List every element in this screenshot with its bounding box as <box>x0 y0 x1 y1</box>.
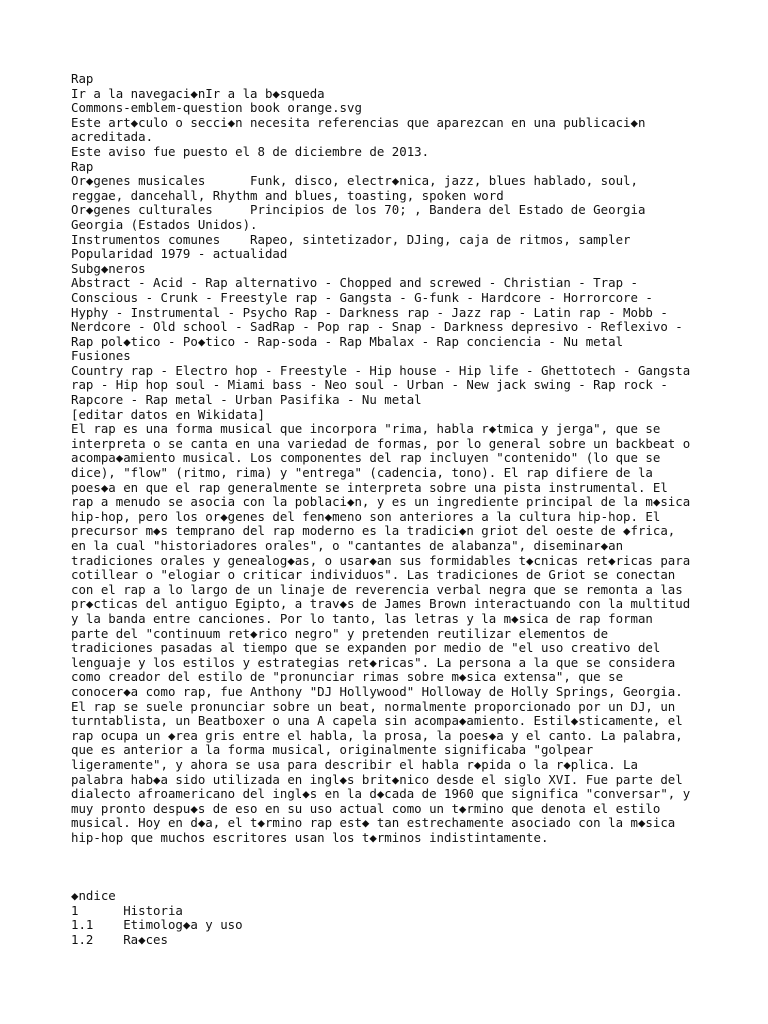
image-filename: Commons-emblem-question book orange.svg <box>71 100 362 116</box>
paragraph-line: rap ocupa un ◆rea gris entre el habla, la prosa, la poes◆a y el canto. La palabra, <box>71 727 683 743</box>
subgenre-line: Nerdcore - Old school - SadRap - Pop rap - Snap - Darkness depresivo - Reflexivo - <box>71 319 683 335</box>
infobox-row: Popularidad 1979 - actualidad <box>71 246 288 262</box>
infobox-row: Instrumentos comunes Rapeo, sintetizador, DJing, caja de ritmos, sampler <box>71 231 631 247</box>
paragraph-line: poes◆a en que el rap generalmente se interpreta sobre una pista instrumental. El <box>71 479 668 495</box>
paragraph-line: y la banda entre canciones. Por lo tanto, las letras y la m◆sica de rap forman <box>71 610 653 626</box>
paragraph-line: El rap es una forma musical que incorpora "rima, habla r◆tmica y jerga", que se <box>71 421 661 437</box>
paragraph-line: tradiciones pasadas al tiempo que se expanden por medio de "el uso creativo del <box>71 640 661 656</box>
paragraph-line: El rap se suele pronunciar sobre un beat, normalmente proporcionado por un DJ, un <box>71 698 676 714</box>
paragraph-line: rap a menudo se asocia con la poblaci◆n, y es un ingrediente principal de la m◆sica <box>71 494 691 510</box>
paragraph-line: musical. Hoy en d◆a, el t◆rmino rap est◆ tan estrechamente asociado con la m◆sica <box>71 815 676 831</box>
infobox-row: reggae, dancehall, Rhythm and blues, toasting, spoken word <box>71 187 504 203</box>
paragraph-line: precursor m◆s temprano del rap moderno es la tradici◆n griot del oeste de ◆frica, <box>71 523 676 539</box>
paragraph-line: muy pronto despu◆s de eso en su uso actual como un t◆rmino que denota el estilo <box>71 800 661 816</box>
notice-date: Este aviso fue puesto el 8 de diciembre de 2013. <box>71 143 430 159</box>
section-spacer <box>71 845 768 889</box>
notice-line: Este art◆culo o secci◆n necesita referencias que aparezcan en una publicaci◆n <box>71 114 646 130</box>
toc-item-historia[interactable]: 1 Historia <box>71 902 183 918</box>
paragraph-line: dialecto afroamericano del ingl◆s en la d◆cada de 1960 que significa "conversar", y <box>71 786 691 802</box>
subgenre-line: Conscious - Crunk - Freestyle rap - Gangsta - G-funk - Hardcore - Horrorcore - <box>71 289 653 305</box>
paragraph-line: parte del "continuum ret◆rico negro" y pretenden reutilizar elementos de <box>71 625 609 641</box>
notice-line: acreditada. <box>71 129 154 145</box>
subgenre-line: Rap pol◆tico - Po◆tico - Rap-soda - Rap Mbalax - Rap conciencia - Nu metal <box>71 333 624 349</box>
paragraph-line: en la cual "historiadores orales", o "cantantes de alabanza", diseminar◆an <box>71 538 624 553</box>
page-title: Rap <box>71 71 94 86</box>
paragraph-line: acompa◆amiento musical. Los componentes del rap incluyen "contenido" (lo que se <box>71 450 661 466</box>
fusion-line: Rapcore - Rap metal - Urban Pasifika - Nu metal <box>71 392 422 408</box>
article-body <box>71 72 768 845</box>
skip-links[interactable]: Ir a la navegaci◆nIr a la b◆squeda <box>71 85 325 101</box>
infobox-heading: Subg◆neros <box>71 260 146 276</box>
subgenre-line: Hyphy - Instrumental - Psycho Rap - Darkness rap - Jazz rap - Latin rap - Mobb - <box>71 304 668 320</box>
paragraph-line: como creador del estilo de "pronunciar rimas sobre m◆sica extensa", que se <box>71 669 624 685</box>
infobox-row: Or◆genes musicales Funk, disco, electr◆nica, jazz, blues hablado, soul, <box>71 173 638 189</box>
paragraph-line: hip-hop que muchos escritores usan los t◆rminos indistintamente. <box>71 829 549 845</box>
paragraph-line: tradiciones orales y genealog◆as, o usar◆an sus formidables t◆cnicas ret◆ricas para <box>71 552 691 568</box>
infobox-row: Georgia (Estados Unidos). <box>71 216 258 232</box>
paragraph-line: lenguaje y los estilos y estrategias ret◆ricas". La persona a la que se considera <box>71 654 676 670</box>
paragraph-line: hip-hop, pero los or◆genes del fen◆meno son anteriores a la cultura hip-hop. El <box>71 508 661 524</box>
paragraph-line: pr◆cticas del antiguo Egipto, a trav◆s de James Brown interactuando con la multitud <box>71 596 691 612</box>
toc-heading: ◆ndice <box>71 888 116 904</box>
table-of-contents <box>71 889 768 947</box>
paragraph-line: ligeramente", y ahora se usa para describir el habla r◆pida o la r◆plica. La <box>71 756 638 772</box>
paragraph-line: con el rap a lo largo de un linaje de reverencia verbal negra que se remonta a las <box>71 581 683 597</box>
infobox-title: Rap <box>71 158 94 174</box>
paragraph-line: que es anterior a la forma musical, originalmente significaba "golpear <box>71 742 594 758</box>
fusion-line: Country rap - Electro hop - Freestyle - Hip house - Hip life - Ghettotech - Gangsta <box>71 362 691 378</box>
paragraph-line: dice), "flow" (ritmo, rima) y "entrega" (cadencia, tono). El rap difiere de la <box>71 465 653 481</box>
fusion-line: rap - Hip hop soul - Miami bass - Neo soul - Urban - New jack swing - Rap rock - <box>71 377 668 393</box>
wikidata-link[interactable]: [editar datos en Wikidata] <box>71 406 265 422</box>
infobox-heading: Fusiones <box>71 348 131 364</box>
paragraph-line: conocer◆a como rap, fue Anthony "DJ Hollywood" Holloway de Holly Springs, Georgia. <box>71 683 683 699</box>
infobox-row: Or◆genes culturales Principios de los 70; , Bandera del Estado de Georgia <box>71 202 646 218</box>
paragraph-line: interpreta o se canta en una variedad de formas, por lo general sobre un backbeat o <box>71 435 691 451</box>
toc-item-raices[interactable]: 1.2 Ra◆ces <box>71 932 168 948</box>
subgenre-line: Abstract - Acid - Rap alternativo - Chopped and screwed - Christian - Trap - <box>71 275 638 291</box>
paragraph-line: cotillear o "elogiar o criticar individuos". Las tradiciones de Griot se conectan <box>71 567 676 583</box>
toc-item-etimologia[interactable]: 1.1 Etimolog◆a y uso <box>71 917 243 933</box>
paragraph-line: turntablista, un Beatboxer o una A capela sin acompa◆amiento. Estil◆sticamente, el <box>71 713 683 729</box>
paragraph-line: palabra hab◆a sido utilizada en ingl◆s brit◆nico desde el siglo XVI. Fue parte del <box>71 771 683 787</box>
